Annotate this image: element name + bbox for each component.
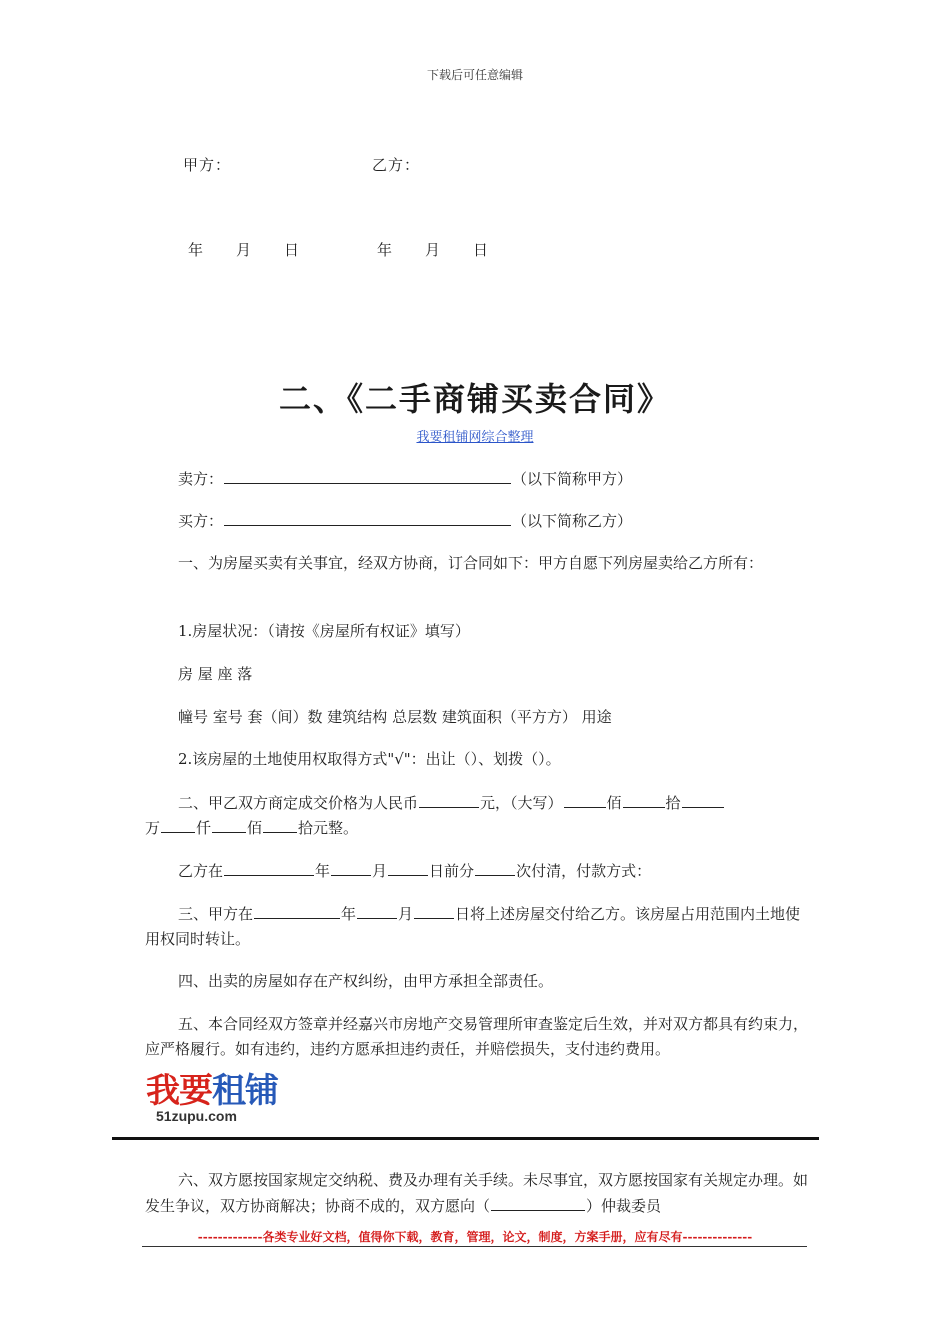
clause-1-columns: 幢号 室号 套（间）数 建筑结构 总层数 建筑面积（平方方） 用途 [178, 708, 612, 726]
header-rule [112, 1137, 819, 1140]
site-logo [146, 1072, 278, 1124]
buyer-line [178, 508, 632, 534]
seller-suffix: （以下简称甲方） [512, 470, 633, 488]
clause-4: 四、出卖的房屋如存在产权纠纷，由甲方承担全部责任。 [178, 972, 554, 990]
party-a-date: 年 月 日 [188, 241, 301, 259]
party-a-label: 甲方： [183, 156, 232, 174]
seller-label: 卖方： [178, 470, 224, 488]
clause-1: 一、为房屋买卖有关事宜，经双方协商，订合同如下：甲方自愿下列房屋卖给乙方所有： [178, 554, 764, 572]
clause-3: 三、甲方在 年 月 日将上述房屋交付给乙方。该房屋占用范围内土地使用权同时转让。 [145, 901, 810, 952]
logo-chinese: 我要租铺 [146, 1071, 278, 1111]
seller-line [178, 466, 632, 492]
contract-title: 二、《二手商铺买卖合同》 [278, 380, 671, 418]
clause-1-2: 2.该房屋的土地使用权取得方式"√"：出让（）、划拨（）。 [178, 750, 561, 768]
logo-domain: 51zupu.com [156, 1108, 237, 1124]
footer-banner: -------------各类专业好文档，值得你下载，教育，管理，论文，制度，方案手册，应有尽有-------------- [197, 1230, 753, 1244]
clause-1-1: 1.房屋状况：（请按《房屋所有权证》填写） [178, 622, 470, 640]
clause-2-line-1: 二、甲乙双方商定成交价格为人民币 元，（大写） 佰 拾 [178, 790, 725, 816]
party-b-date: 年 月 日 [377, 241, 490, 259]
seller-blank [224, 466, 511, 484]
clause-2-line-2: 万 仟 佰 拾元整。 [145, 815, 358, 841]
footer-line [142, 1246, 807, 1247]
clause-6: 六、双方愿按国家规定交纳税、费及办理有关手续。未尽事宜，双方愿按国家有关规定办理。如发生争议，双方协商解决；协商不成的，双方愿向（ ）仲裁委员 [145, 1171, 809, 1215]
buyer-label: 买方： [178, 512, 224, 530]
clause-5: 五、本合同经双方签章并经嘉兴市房地产交易管理所审查鉴定后生效，并对双方都具有约束力，应严格履行。如有违约，违约方愿承担违约责任，并赔偿损失，支付违约费用。 [145, 1015, 809, 1058]
party-b-label: 乙方： [372, 156, 421, 174]
clause-1-location: 房 屋 座 落 [178, 665, 253, 683]
buyer-blank [224, 508, 511, 526]
page-header: 下载后可任意编辑 [426, 68, 523, 82]
buyer-suffix: （以下简称乙方） [512, 512, 633, 530]
source-link[interactable]: 我要租铺网综合整理 [416, 430, 534, 445]
payment-line: 乙方在 年 月 日前分 次付清，付款方式： [178, 858, 651, 884]
